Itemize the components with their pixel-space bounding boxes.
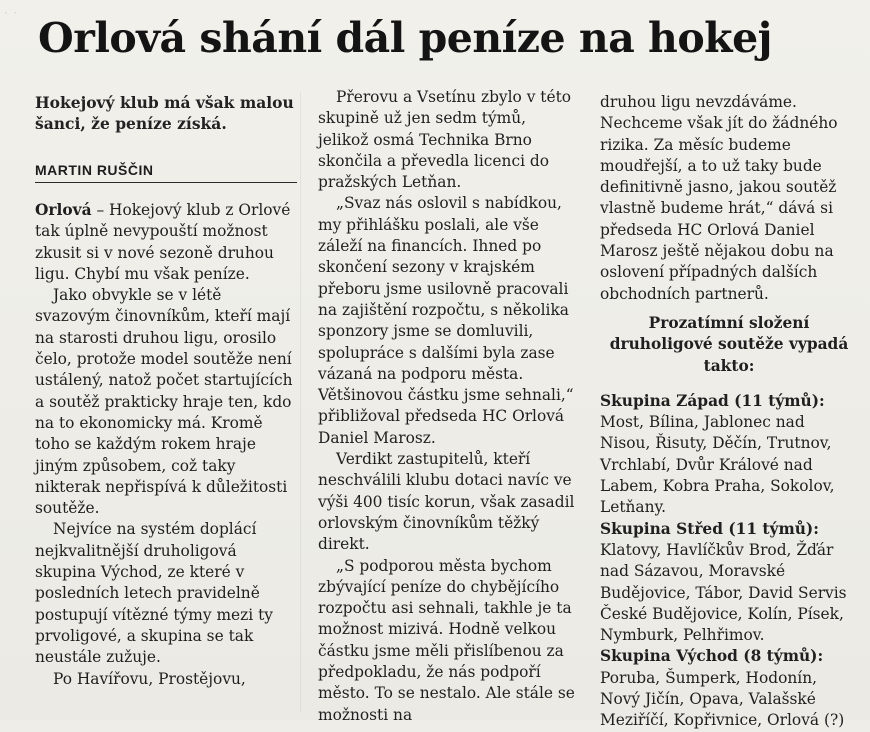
lead-text: – Hokejový klub z Orlové tak úplně nevypouští možnost zkusit si v nové sezoně druhou ligu. Chybí mu však peníze. xyxy=(35,201,291,283)
paragraph: druhou ligu nevzdáváme. Nechceme však jít do žádného rizika. Za měsíc budeme moudřejší, a to už taky bude definitivně jasno, jakou soutěž vlastně budeme hrát,“ dává si předseda HC Orlová Daniel Marosz ještě nějakou dobu na oslovení případných dalších obchodních partnerů. xyxy=(600,93,838,303)
article-column-3 xyxy=(600,92,858,732)
group-heading: Skupina Střed (11 týmů): xyxy=(600,519,819,538)
column-divider xyxy=(300,92,301,712)
league-box-title: Prozatímní složení druholigové soutěže vypadá takto: xyxy=(609,313,849,375)
dateline: Orlová xyxy=(35,201,92,219)
group-teams: Poruba, Šumperk, Hodonín, Nový Jičín, Opava, Valašské Meziříčí, Kopřivnice, Orlová (?) xyxy=(600,668,845,730)
quote-paragraph: „S podporou města bychom zbývající peníze do chybějícího rozpočtu asi sehnali, takhle je ta možnost mizivá. Hodně velkou částku jsme měli přislíbenou za předpokladu, že nás podpoří město. To se nestalo. Ale stále se možnosti na xyxy=(318,556,575,724)
paragraph: Přerovu a Vsetínu zbylo v této skupině už jen sedm týmů, jelikož osmá Technika Brno skončila a převedla licenci do pražských Letňan. xyxy=(318,88,572,192)
scan-bleed-mark: · · xyxy=(4,6,19,20)
paragraph: Po Havířovu, Prostějovu, xyxy=(53,669,246,688)
paragraph: Verdikt zastupitelů, kteří neschválili klubu dotaci navíc ve výši 400 tisíc korun, však zasadil orlovským činovníkům těžký direkt. xyxy=(318,450,575,554)
group-teams: Most, Bílina, Jablonec nad Nisou, Řisuty, Děčín, Trutnov, Vrchlabí, Dvůr Králové nad Labem, Kobra Praha, Sokolov, Letňany. xyxy=(600,413,835,517)
league-group xyxy=(600,519,858,647)
league-group xyxy=(600,391,858,519)
lead-paragraph xyxy=(35,200,297,285)
group-teams: Klatovy, Havlíčkův Brod, Žďár nad Sázavou, Moravské Budějovice, Tábor, David Servis České Budějovice, Kolín, Písek, Nymburk, Pelhřimov. xyxy=(600,540,847,645)
group-heading: Skupina Západ (11 týmů): xyxy=(600,391,825,410)
article-headline: Orlová shání dál peníze na hokej xyxy=(38,14,773,62)
group-heading: Skupina Východ (8 týmů): xyxy=(600,647,824,666)
article-subheadline: Hokejový klub má však malou šanci, že peníze získá. xyxy=(35,93,294,133)
paragraph: Nejvíce na systém doplácí nejkvalitnější druholigová skupina Východ, ze které v posledních letech pravidelně postupují vítězné týmy mezi ty prvoligové, a skupina se tak neustále zužuje. xyxy=(35,520,273,667)
article-column-2 xyxy=(318,87,578,726)
article-byline: MARTIN RUŠČIN xyxy=(35,162,297,183)
quote-paragraph: „Svaz nás oslovil s nabídkou, my přihlášku poslali, ale vše záleží na financích. Ihned po skončení sezony v krajském přeboru jsme usilovně pracovali na zajištění rozpočtu, s několika sponzory jsme se domluvili, spolupráce s dalšími byla zase vázaná na podporu města. Většinovou částku jsme sehnali,“ přibližoval předseda HC Orlová Daniel Marosz. xyxy=(318,194,574,447)
league-group xyxy=(600,646,858,731)
article-column-1 xyxy=(35,200,297,690)
paragraph: Jako obvykle se v létě svazovým činovníkům, kteří mají na starosti druhou ligu, orosilo čelo, protože model soutěže není ustálený, natož počet startujících a soutěž prakticky hraje ten, kdo na to ekonomicky má. Kromě toho se každým rokem hraje jiným způsobem, což taky nikterak nepřispívá k důležitosti soutěže. xyxy=(35,286,293,518)
